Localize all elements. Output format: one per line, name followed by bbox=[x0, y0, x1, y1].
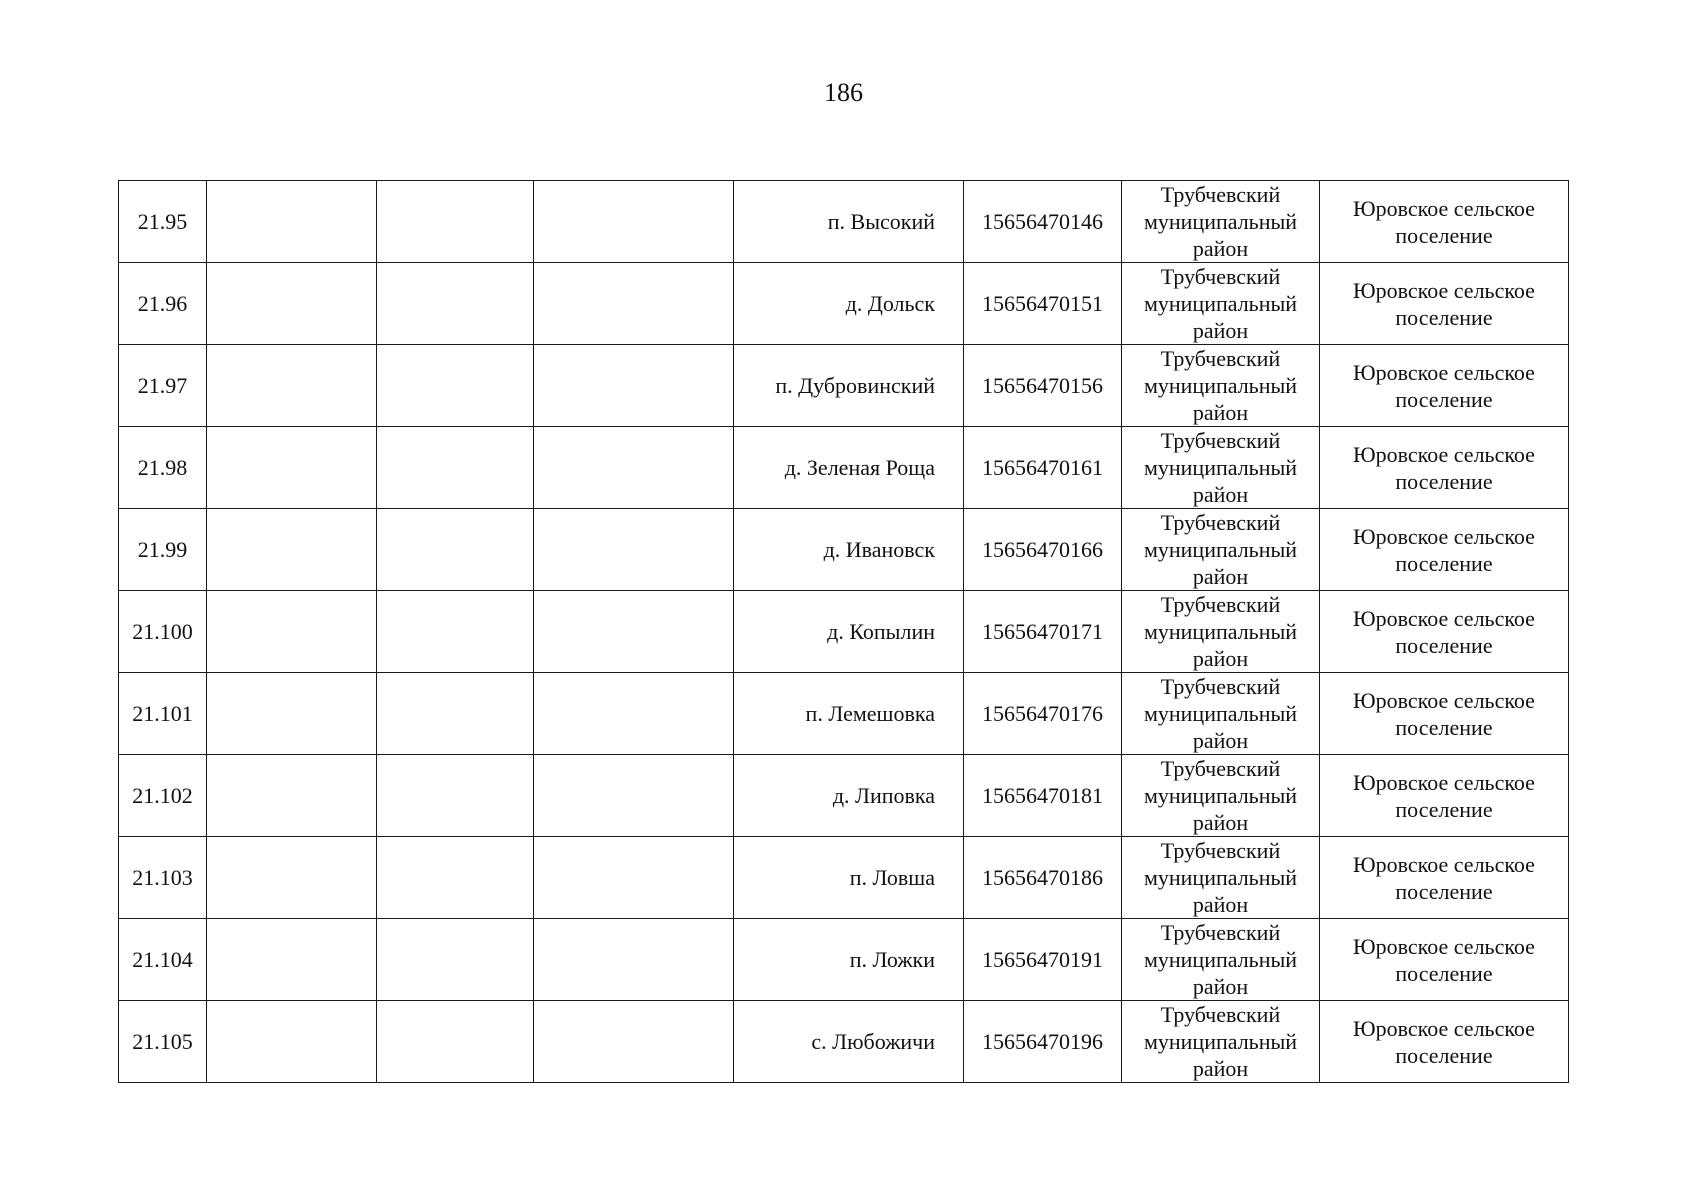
table-row bbox=[119, 591, 1569, 673]
locality-name-cell: п. Ложки bbox=[734, 919, 964, 1001]
row-number-cell: 21.97 bbox=[119, 345, 207, 427]
empty-cell bbox=[207, 755, 377, 837]
oktmo-code-cell: 15656470191 bbox=[964, 919, 1122, 1001]
district-cell: Трубчевский муниципальный район bbox=[1122, 837, 1320, 919]
oktmo-code-cell: 15656470181 bbox=[964, 755, 1122, 837]
empty-cell bbox=[377, 673, 534, 755]
row-number-cell: 21.101 bbox=[119, 673, 207, 755]
empty-cell bbox=[377, 509, 534, 591]
oktmo-code-cell: 15656470166 bbox=[964, 509, 1122, 591]
oktmo-code-cell: 15656470176 bbox=[964, 673, 1122, 755]
district-cell: Трубчевский муниципальный район bbox=[1122, 919, 1320, 1001]
settlement-cell: Юровское сельское поселение bbox=[1320, 755, 1569, 837]
oktmo-code-cell: 15656470171 bbox=[964, 591, 1122, 673]
locality-name-cell: д. Зеленая Роща bbox=[734, 427, 964, 509]
locality-name-cell: с. Любожичи bbox=[734, 1001, 964, 1083]
locality-name-cell: п. Высокий bbox=[734, 181, 964, 263]
empty-cell bbox=[534, 181, 734, 263]
district-cell: Трубчевский муниципальный район bbox=[1122, 345, 1320, 427]
empty-cell bbox=[207, 591, 377, 673]
empty-cell bbox=[377, 263, 534, 345]
oktmo-code-cell: 15656470186 bbox=[964, 837, 1122, 919]
row-number-cell: 21.100 bbox=[119, 591, 207, 673]
row-number-cell: 21.95 bbox=[119, 181, 207, 263]
empty-cell bbox=[534, 837, 734, 919]
table-row bbox=[119, 509, 1569, 591]
empty-cell bbox=[534, 673, 734, 755]
empty-cell bbox=[377, 837, 534, 919]
district-cell: Трубчевский муниципальный район bbox=[1122, 1001, 1320, 1083]
oktmo-code-cell: 15656470161 bbox=[964, 427, 1122, 509]
row-number-cell: 21.99 bbox=[119, 509, 207, 591]
empty-cell bbox=[377, 345, 534, 427]
district-cell: Трубчевский муниципальный район bbox=[1122, 263, 1320, 345]
settlement-cell: Юровское сельское поселение bbox=[1320, 1001, 1569, 1083]
empty-cell bbox=[534, 263, 734, 345]
locality-name-cell: д. Ивановск bbox=[734, 509, 964, 591]
table-row bbox=[119, 919, 1569, 1001]
page-number: 186 bbox=[824, 78, 863, 107]
empty-cell bbox=[377, 1001, 534, 1083]
locality-name-cell: п. Дубровинский bbox=[734, 345, 964, 427]
empty-cell bbox=[207, 263, 377, 345]
empty-cell bbox=[534, 509, 734, 591]
district-cell: Трубчевский муниципальный район bbox=[1122, 591, 1320, 673]
table-row bbox=[119, 755, 1569, 837]
settlement-cell: Юровское сельское поселение bbox=[1320, 509, 1569, 591]
settlement-cell: Юровское сельское поселение bbox=[1320, 919, 1569, 1001]
empty-cell bbox=[534, 755, 734, 837]
settlement-cell: Юровское сельское поселение bbox=[1320, 345, 1569, 427]
empty-cell bbox=[377, 919, 534, 1001]
empty-cell bbox=[207, 509, 377, 591]
row-number-cell: 21.104 bbox=[119, 919, 207, 1001]
settlement-cell: Юровское сельское поселение bbox=[1320, 591, 1569, 673]
empty-cell bbox=[534, 345, 734, 427]
row-number-cell: 21.96 bbox=[119, 263, 207, 345]
empty-cell bbox=[377, 181, 534, 263]
empty-cell bbox=[534, 427, 734, 509]
settlement-cell: Юровское сельское поселение bbox=[1320, 427, 1569, 509]
oktmo-code-cell: 15656470146 bbox=[964, 181, 1122, 263]
district-cell: Трубчевский муниципальный район bbox=[1122, 509, 1320, 591]
row-number-cell: 21.103 bbox=[119, 837, 207, 919]
district-cell: Трубчевский муниципальный район bbox=[1122, 673, 1320, 755]
table-row bbox=[119, 181, 1569, 263]
empty-cell bbox=[207, 837, 377, 919]
table-row bbox=[119, 345, 1569, 427]
empty-cell bbox=[207, 427, 377, 509]
row-number-cell: 21.102 bbox=[119, 755, 207, 837]
empty-cell bbox=[207, 345, 377, 427]
locality-name-cell: д. Липовка bbox=[734, 755, 964, 837]
empty-cell bbox=[207, 673, 377, 755]
empty-cell bbox=[377, 755, 534, 837]
table-row bbox=[119, 263, 1569, 345]
empty-cell bbox=[377, 591, 534, 673]
oktmo-code-cell: 15656470156 bbox=[964, 345, 1122, 427]
empty-cell bbox=[534, 1001, 734, 1083]
table-body bbox=[119, 181, 1569, 1083]
locality-name-cell: д. Копылин bbox=[734, 591, 964, 673]
district-cell: Трубчевский муниципальный район bbox=[1122, 755, 1320, 837]
empty-cell bbox=[534, 591, 734, 673]
empty-cell bbox=[207, 1001, 377, 1083]
locality-name-cell: д. Дольск bbox=[734, 263, 964, 345]
settlement-cell: Юровское сельское поселение bbox=[1320, 673, 1569, 755]
empty-cell bbox=[207, 181, 377, 263]
table-row bbox=[119, 673, 1569, 755]
settlement-cell: Юровское сельское поселение bbox=[1320, 181, 1569, 263]
settlements-table bbox=[118, 180, 1569, 1083]
table-row bbox=[119, 837, 1569, 919]
empty-cell bbox=[207, 919, 377, 1001]
locality-name-cell: п. Лемешовка bbox=[734, 673, 964, 755]
empty-cell bbox=[377, 427, 534, 509]
empty-cell bbox=[534, 919, 734, 1001]
locality-name-cell: п. Ловша bbox=[734, 837, 964, 919]
row-number-cell: 21.98 bbox=[119, 427, 207, 509]
district-cell: Трубчевский муниципальный район bbox=[1122, 427, 1320, 509]
settlement-cell: Юровское сельское поселение bbox=[1320, 263, 1569, 345]
table-row bbox=[119, 427, 1569, 509]
settlement-cell: Юровское сельское поселение bbox=[1320, 837, 1569, 919]
oktmo-code-cell: 15656470196 bbox=[964, 1001, 1122, 1083]
oktmo-code-cell: 15656470151 bbox=[964, 263, 1122, 345]
row-number-cell: 21.105 bbox=[119, 1001, 207, 1083]
district-cell: Трубчевский муниципальный район bbox=[1122, 181, 1320, 263]
table-row bbox=[119, 1001, 1569, 1083]
